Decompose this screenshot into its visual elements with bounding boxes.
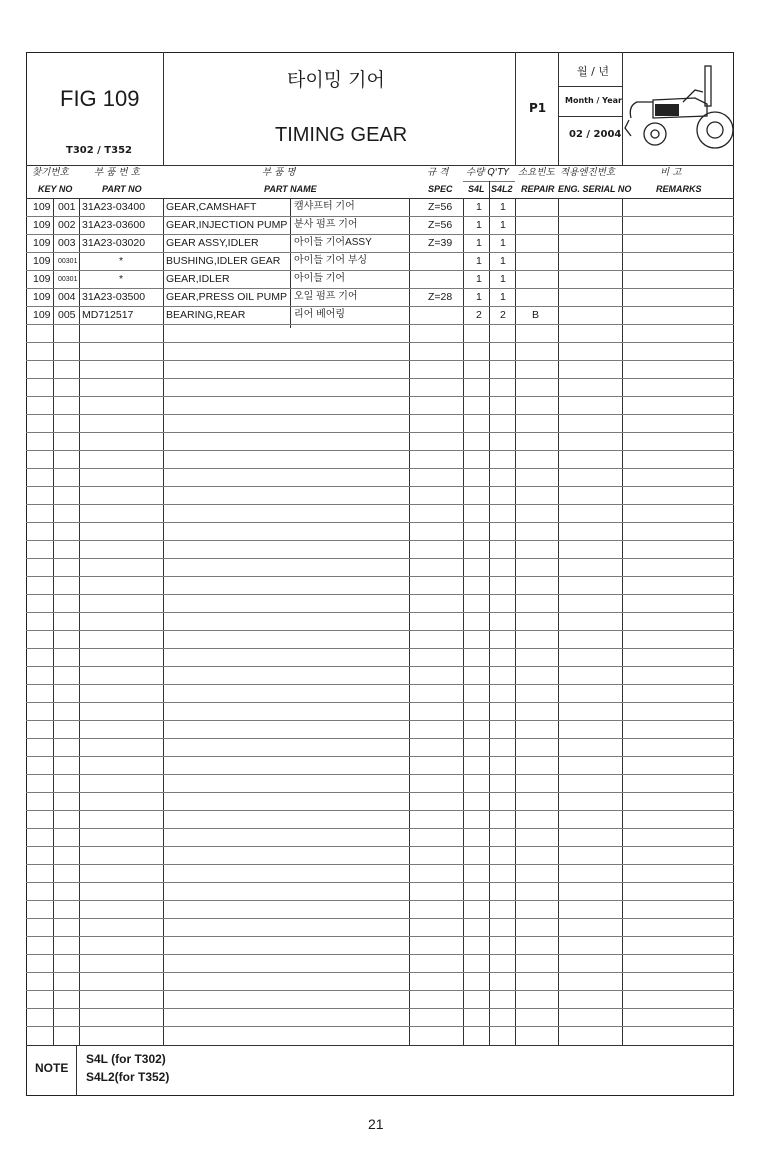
col-s4l2: S4L2 <box>491 184 513 194</box>
issue-date: 02 / 2004 <box>569 129 622 140</box>
tractor-icon <box>623 58 733 158</box>
row-part-name-ko: 아이들 기어ASSY <box>294 237 372 248</box>
row-s4l: 1 <box>476 291 482 303</box>
row-s4l: 1 <box>476 201 482 213</box>
row-part-no: MD712517 <box>82 309 134 321</box>
col-spec-ko: 규 격 <box>427 167 449 178</box>
col-key-no-ko: 찾기번호 <box>32 167 69 178</box>
row-part-name-ko: 캠샤프터 기어 <box>294 201 355 212</box>
row-part-name: GEAR ASSY,IDLER <box>166 237 259 249</box>
row-part-name-ko: 아이들 기어 부싱 <box>294 255 368 266</box>
row-part-no: 31A23-03020 <box>82 237 146 249</box>
row-repair: B <box>532 309 540 321</box>
row-fig: 109 <box>33 291 51 303</box>
col-qty: 수량 Q'TY <box>466 167 510 178</box>
row-s4l: 1 <box>476 237 482 249</box>
row-s4l2: 1 <box>500 291 506 303</box>
col-eng-serial: ENG. SERIAL NO <box>558 184 632 194</box>
row-part-no: 31A23-03400 <box>82 201 146 213</box>
row-s4l2: 1 <box>500 201 506 213</box>
note-line-1: S4L (for T302) <box>86 1052 166 1066</box>
col-remarks-ko: 비 고 <box>660 167 682 178</box>
row-s4l: 2 <box>476 309 482 321</box>
title-korean: 타이밍 기어 <box>287 69 385 91</box>
row-part-name-ko: 분사 펌프 기어 <box>294 219 358 230</box>
row-s4l2: 1 <box>500 237 506 249</box>
row-fig: 109 <box>33 237 51 249</box>
month-year-label: Month / Year <box>565 96 622 105</box>
row-fig: 109 <box>33 309 51 321</box>
row-part-name-ko: 오일 펌프 기어 <box>294 291 358 302</box>
row-s4l2: 2 <box>500 309 506 321</box>
col-remarks: REMARKS <box>656 184 702 194</box>
row-part-no: 31A23-03600 <box>82 219 146 231</box>
row-s4l: 1 <box>476 255 482 267</box>
row-key: 005 <box>58 309 76 321</box>
row-part-name: GEAR,PRESS OIL PUMP <box>166 291 287 303</box>
row-spec: Z=28 <box>428 291 453 303</box>
col-part-no: PART NO <box>102 184 142 194</box>
row-key: 003 <box>58 237 76 249</box>
row-spec: Z=56 <box>428 219 453 231</box>
row-part-name: BEARING,REAR <box>166 309 246 321</box>
col-spec: SPEC <box>428 184 453 194</box>
row-s4l2: 1 <box>500 219 506 231</box>
row-spec: Z=39 <box>428 237 453 249</box>
row-key: 00301 <box>58 258 78 265</box>
row-key: 002 <box>58 219 76 231</box>
col-part-name: PART NAME <box>264 184 317 194</box>
row-s4l2: 1 <box>500 273 506 285</box>
page-number: 21 <box>368 1116 384 1132</box>
note-label: NOTE <box>35 1061 69 1075</box>
row-part-name-ko: 아이들 기어 <box>294 273 346 284</box>
row-part-name: GEAR,IDLER <box>166 273 230 285</box>
row-fig: 109 <box>33 273 51 285</box>
col-part-name-ko: 부 품 명 <box>262 167 296 178</box>
fig-label: FIG 109 <box>60 86 140 111</box>
row-key: 00301 <box>58 276 78 283</box>
row-fig: 109 <box>33 201 51 213</box>
col-key-no: KEY NO <box>38 184 73 194</box>
row-s4l: 1 <box>476 219 482 231</box>
row-fig: 109 <box>33 255 51 267</box>
row-s4l2: 1 <box>500 255 506 267</box>
page-indicator: P1 <box>529 101 547 115</box>
row-part-no: * <box>119 273 124 285</box>
col-eng-serial-ko: 적용엔진번호 <box>560 167 616 178</box>
row-key: 004 <box>58 291 76 303</box>
row-part-name: GEAR,INJECTION PUMP <box>166 219 288 231</box>
row-spec: Z=56 <box>428 201 453 213</box>
row-fig: 109 <box>33 219 51 231</box>
col-repair-ko: 소요빈도 <box>518 167 555 178</box>
row-key: 001 <box>58 201 76 213</box>
col-s4l: S4L <box>468 184 485 194</box>
model-label: T302 / T352 <box>66 145 133 156</box>
row-part-no: * <box>119 255 124 267</box>
row-s4l: 1 <box>476 273 482 285</box>
row-part-name-ko: 리어 베어링 <box>294 309 346 320</box>
note-line-2: S4L2(for T352) <box>86 1070 170 1084</box>
row-part-name: GEAR,CAMSHAFT <box>166 201 257 213</box>
row-part-name: BUSHING,IDLER GEAR <box>166 255 281 267</box>
row-part-no: 31A23-03500 <box>82 291 146 303</box>
month-year-korean: 월 / 년 <box>577 65 609 78</box>
col-part-no-ko: 부 품 번 호 <box>94 167 140 178</box>
col-repair: REPAIR <box>521 184 555 194</box>
page-title: TIMING GEAR <box>275 124 408 146</box>
